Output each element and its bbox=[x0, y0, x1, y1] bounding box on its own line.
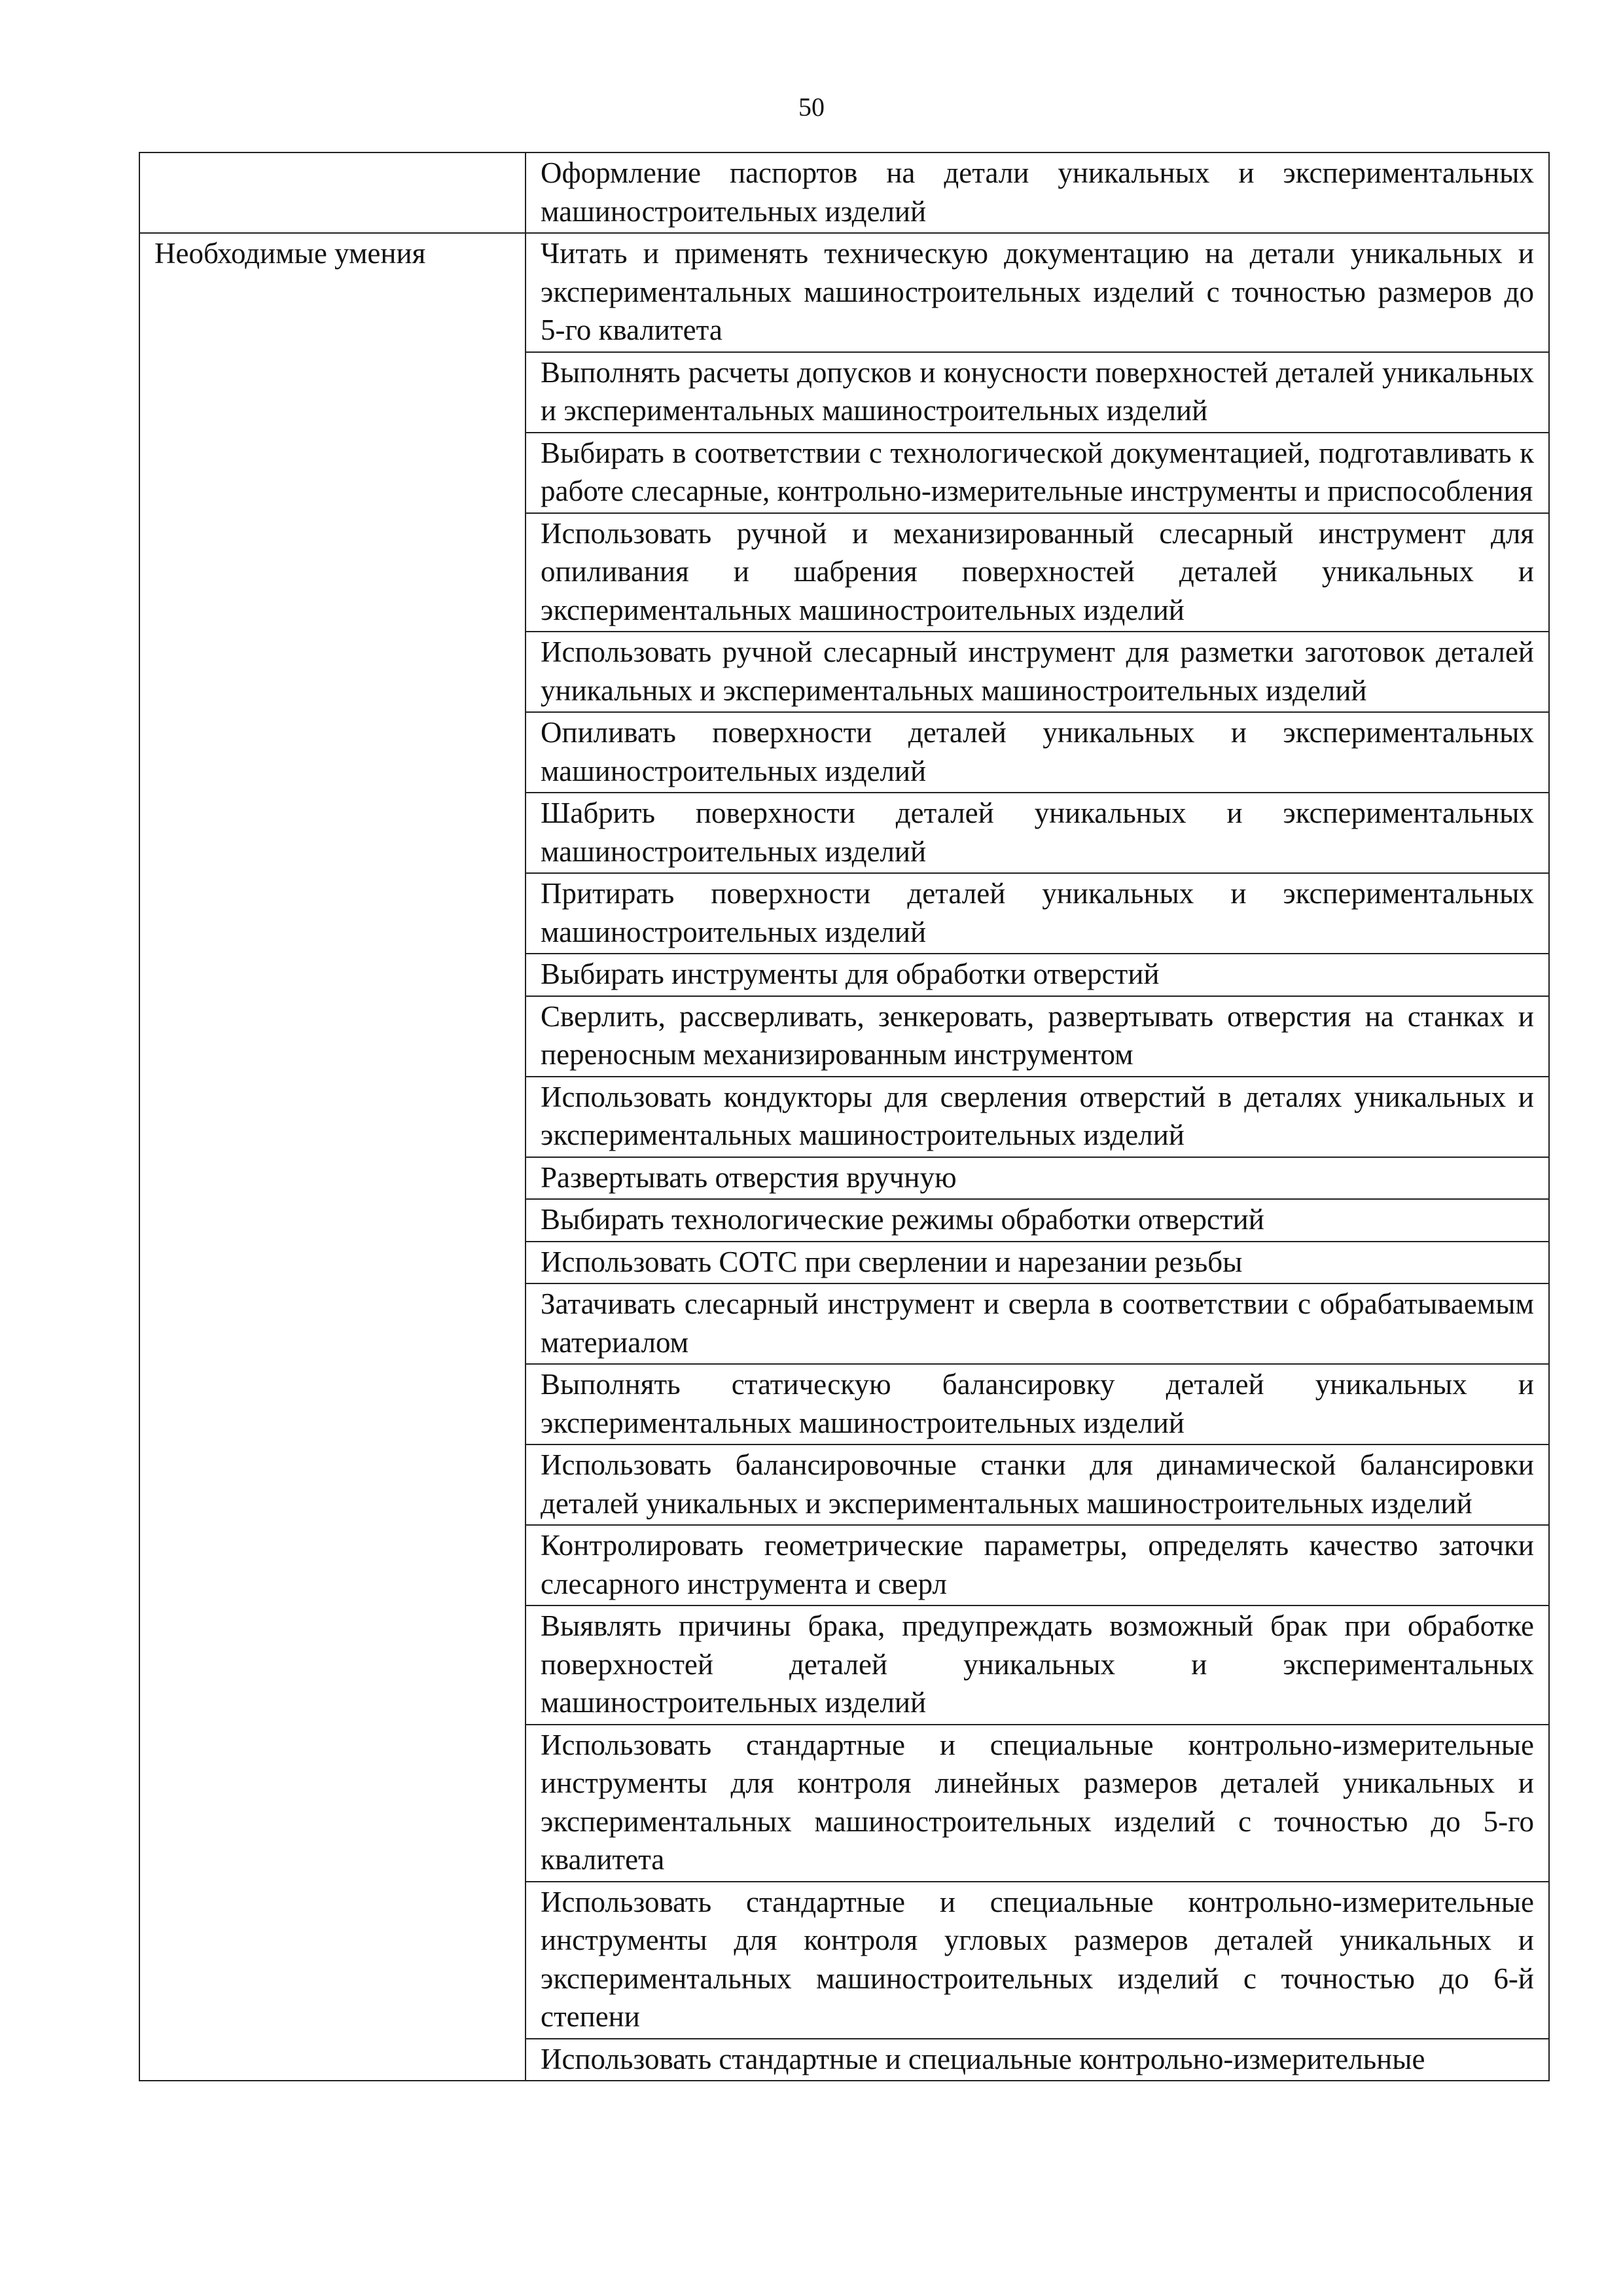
top-row-text: Оформление паспортов на детали уникальных и экспериментальных машиностроительных изделий bbox=[526, 152, 1549, 233]
skill-item: Опиливать поверхности деталей уникальных и экспериментальных машиностроительных изделий bbox=[526, 712, 1549, 793]
table-row bbox=[139, 233, 1549, 352]
skill-item: Развертывать отверстия вручную bbox=[526, 1157, 1549, 1200]
skill-item: Затачивать слесарный инструмент и сверла в соответствии с обрабатываемым материалом bbox=[526, 1283, 1549, 1364]
skill-item: Использовать ручной и механизированный слесарный инструмент для опиливания и шабрения поверхностей деталей уникальных и экспериментальных машиностроительных изделий bbox=[526, 513, 1549, 632]
skill-item: Выбирать в соответствии с технологической документацией, подготавливать к работе слесарные, контрольно-измерительные инструменты и приспособления bbox=[526, 433, 1549, 513]
skill-item: Сверлить, рассверливать, зенкеровать, развертывать отверстия на станках и переносным механизированным инструментом bbox=[526, 996, 1549, 1077]
skill-item: Выполнять расчеты допусков и конусности поверхностей деталей уникальных и экспериментальных машиностроительных изделий bbox=[526, 352, 1549, 433]
skill-item: Использовать кондукторы для сверления отверстий в деталях уникальных и экспериментальных машиностроительных изделий bbox=[526, 1077, 1549, 1157]
skill-item: Шабрить поверхности деталей уникальных и экспериментальных машиностроительных изделий bbox=[526, 793, 1549, 873]
skill-item: Читать и применять техническую документацию на детали уникальных и экспериментальных машиностроительных изделий с точностью размеров до 5-го квалитета bbox=[526, 233, 1549, 352]
empty-label-cell bbox=[139, 152, 526, 233]
skills-table bbox=[139, 152, 1550, 2081]
skill-item: Использовать ручной слесарный инструмент для разметки заготовок деталей уникальных и экспериментальных машиностроительных изделий bbox=[526, 632, 1549, 712]
skill-item: Использовать стандартные и специальные контрольно-измерительные инструменты для контроля угловых размеров деталей уникальных и экспериментальных машиностроительных изделий с точностью до 6-й степени bbox=[526, 1882, 1549, 2039]
skill-item: Использовать стандартные и специальные контрольно-измерительные инструменты для контроля линейных размеров деталей уникальных и экспериментальных машиностроительных изделий с точностью до 5-го квалитета bbox=[526, 1725, 1549, 1882]
skill-item: Контролировать геометрические параметры, определять качество заточки слесарного инструмента и сверл bbox=[526, 1525, 1549, 1605]
skill-item: Выбирать технологические режимы обработки отверстий bbox=[526, 1199, 1549, 1242]
skill-item: Выбирать инструменты для обработки отверстий bbox=[526, 954, 1549, 996]
skill-item: Использовать стандартные и специальные контрольно-измерительные bbox=[526, 2039, 1549, 2081]
section-label: Необходимые умения bbox=[139, 233, 526, 2081]
skill-item: Использовать балансировочные станки для динамической балансировки деталей уникальных и экспериментальных машиностроительных изделий bbox=[526, 1444, 1549, 1525]
skill-item: Выявлять причины брака, предупреждать возможный брак при обработке поверхностей деталей уникальных и экспериментальных машиностроительных изделий bbox=[526, 1605, 1549, 1725]
skill-item: Использовать СОТС при сверлении и нарезании резьбы bbox=[526, 1242, 1549, 1284]
skill-item: Выполнять статическую балансировку деталей уникальных и экспериментальных машиностроительных изделий bbox=[526, 1364, 1549, 1444]
table-row bbox=[139, 152, 1549, 233]
skill-item: Притирать поверхности деталей уникальных и экспериментальных машиностроительных изделий bbox=[526, 873, 1549, 954]
page-number: 50 bbox=[798, 92, 825, 122]
